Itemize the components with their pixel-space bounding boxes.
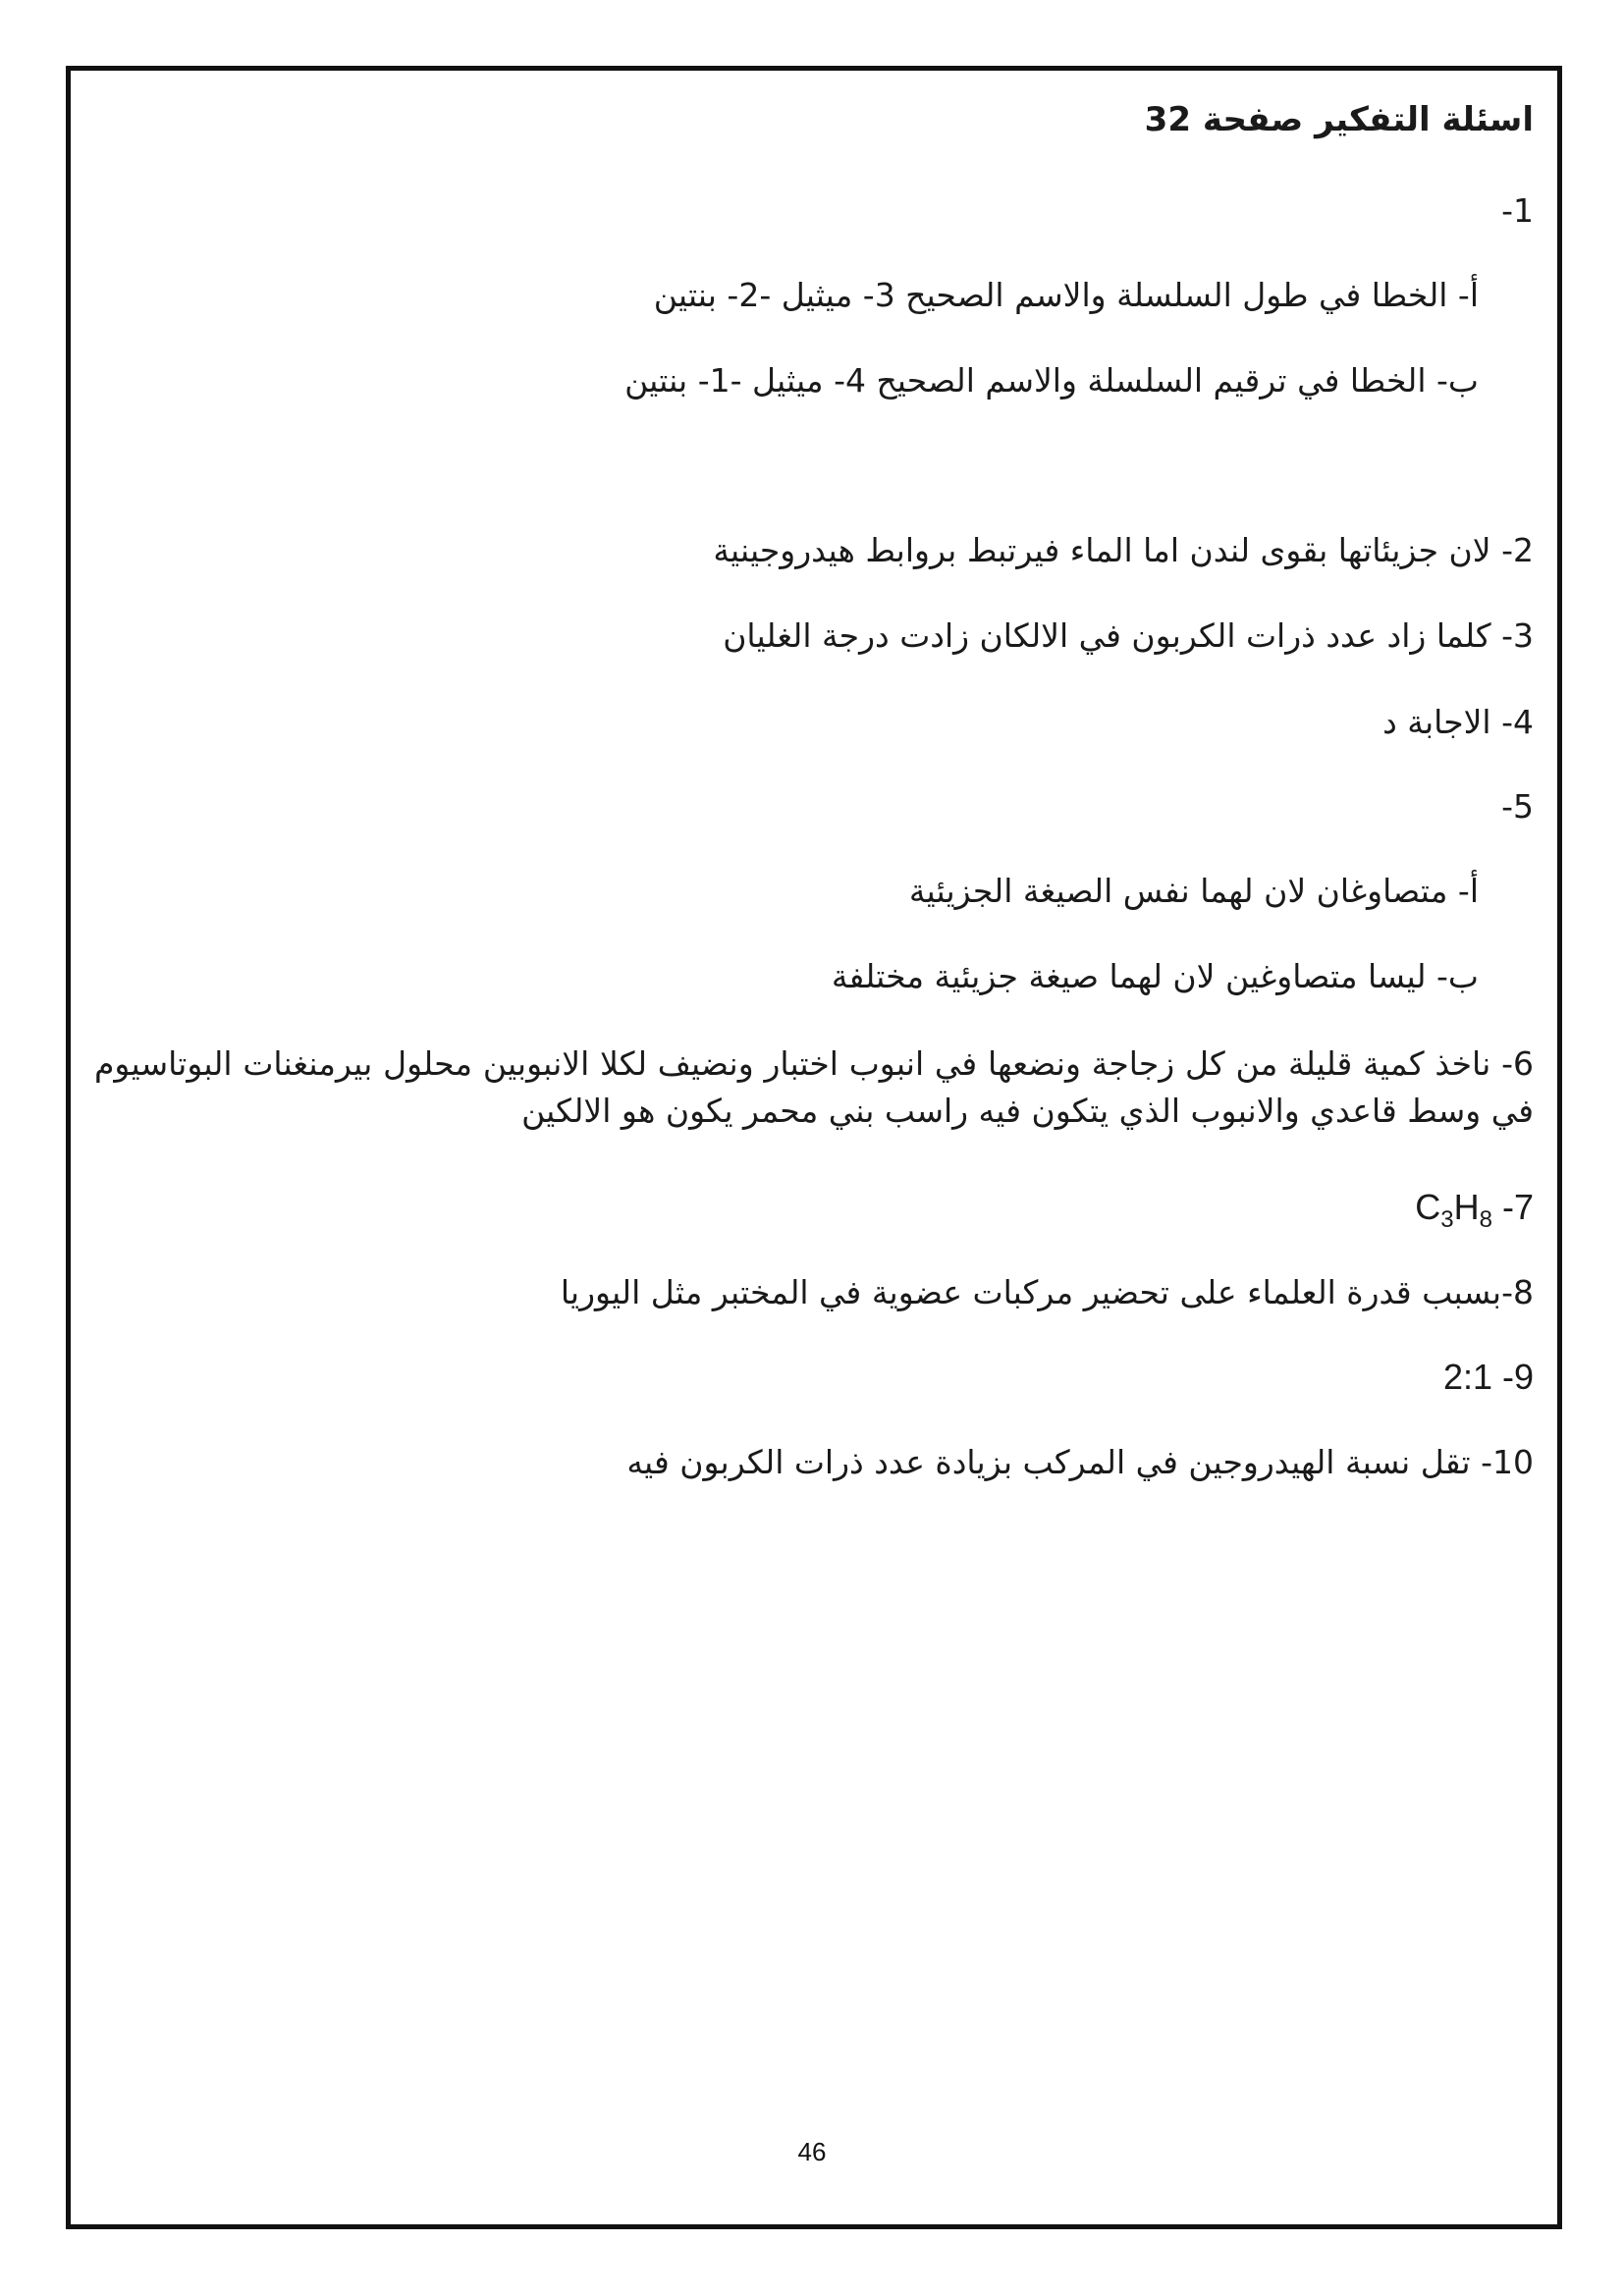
- answer-10: 10- تقل نسبة الهيدروجين في المركب بزيادة عدد ذرات الكربون فيه: [626, 1443, 1534, 1481]
- page-number: 46: [797, 2137, 827, 2166]
- answer-5: 5-: [1501, 787, 1534, 826]
- answer-6: 6- ناخذ كمية قليلة من كل زجاجة ونضعها في انبوب اختبار ونضيف لكلا الانبوبين محلول بيرمنغنات البوتاسيوم في وسط قاعدي والانبوب الذي يتكون فيه راسب بني محمر يكون هو الالكين: [94, 1044, 1534, 1130]
- page-title: اسئلة التفكير صفحة 32: [1144, 100, 1534, 139]
- answer-7: $C_3H_8$ -7: [1415, 1187, 1534, 1234]
- answer-1b: ب- الخطا في ترقيم السلسلة والاسم الصحيح 4- ميثيل -1- بنتين: [624, 361, 1479, 400]
- answer-9: 2:1 -9: [1442, 1357, 1534, 1397]
- answer-1: 1-: [1501, 191, 1534, 230]
- answer-5a: أ- متصاوغان لان لهما نفس الصيغة الجزيئية: [908, 872, 1479, 910]
- answer-2: 2- لان جزيئاتها بقوى لندن اما الماء فيرتبط بروابط هيدروجينية: [713, 531, 1534, 569]
- answer-3: 3- كلما زاد عدد ذرات الكربون في الالكان زادت درجة الغليان: [723, 616, 1534, 655]
- answer-4: 4- الاجابة د: [1382, 703, 1534, 741]
- answer-8: 8-بسبب قدرة العلماء على تحضير مركبات عضوية في المختبر مثل اليوريا: [560, 1273, 1534, 1311]
- answer-5b: ب- ليسا متصاوغين لان لهما صيغة جزيئية مختلفة: [831, 957, 1479, 995]
- answer-1a: أ- الخطا في طول السلسلة والاسم الصحيح 3- ميثيل -2- بنتين: [653, 276, 1479, 314]
